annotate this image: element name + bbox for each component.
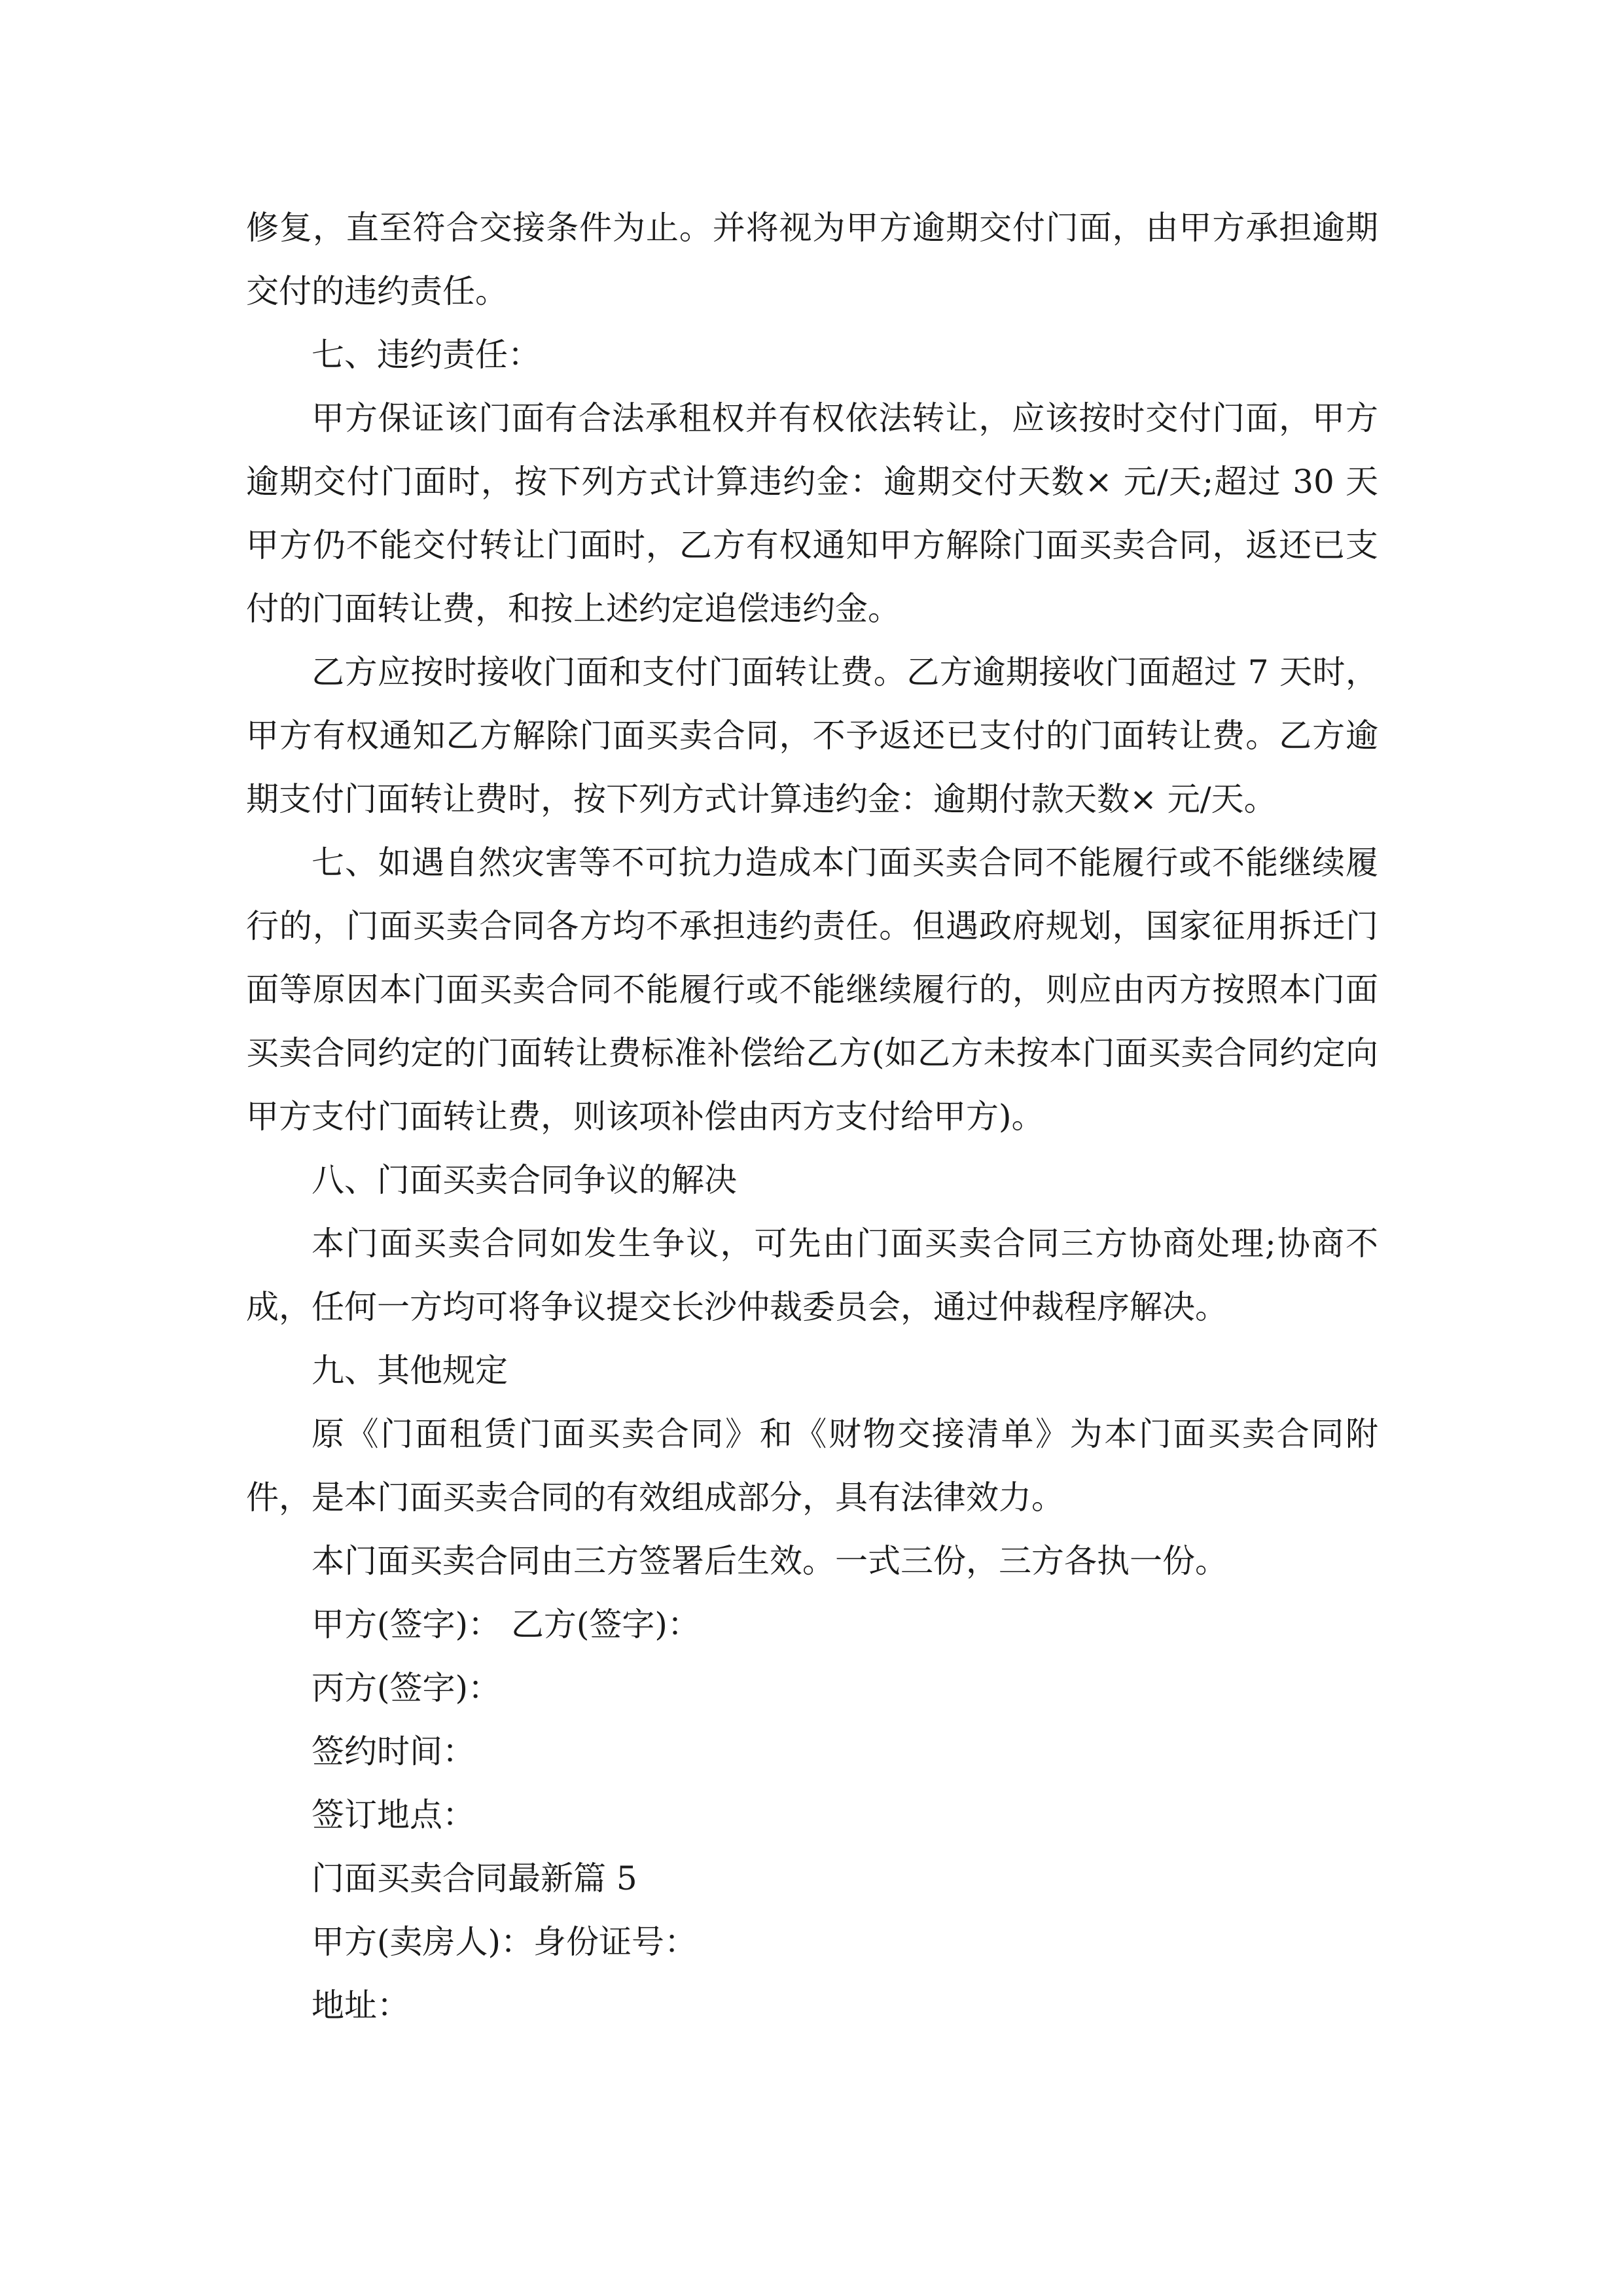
document-body <box>246 196 1378 2037</box>
signing-place-label: 签订地点： <box>312 1796 475 1834</box>
section-heading-other: 九、其他规定 <box>312 1352 508 1390</box>
paragraph-attachments: 原《门面租赁门面买卖合同》和《财物交接清单》为本门面买卖合同附件，是本门面买卖合同的有效组成部分，具有法律效力。 <box>246 1415 1378 1516</box>
address-label: 地址： <box>312 1986 410 2024</box>
signature-party-c: 丙方(签字)： <box>312 1669 501 1707</box>
party-a-seller-label: 甲方(卖房人)：身份证号： <box>312 1923 698 1961</box>
paragraph-party-a-liability: 甲方保证该门面有合法承租权并有权依法转让，应该按时交付门面，甲方逾期交付门面时，按下列方式计算违约金：逾期交付天数× 元/天;超过 30 天甲方仍不能交付转让门面时，乙方有权通知甲方解除门面买卖合同，返还已支付的门面转让费，和按上述约定追偿违约金。 <box>246 399 1378 628</box>
signature-party-a-b: 甲方(签字)： 乙方(签字)： <box>312 1605 700 1643</box>
signing-date-label: 签约时间： <box>312 1732 475 1770</box>
section-heading-dispute: 八、门面买卖合同争议的解决 <box>312 1161 737 1199</box>
next-contract-title: 门面买卖合同最新篇 5 <box>312 1859 637 1897</box>
paragraph-effective: 本门面买卖合同由三方签署后生效。一式三份，三方各执一份。 <box>312 1542 1228 1580</box>
section-heading-breach: 七、违约责任： <box>312 336 541 374</box>
paragraph-dispute-resolution: 本门面买卖合同如发生争议，可先由门面买卖合同三方协商处理;协商不成，任何一方均可将争议提交长沙仲裁委员会，通过仲裁程序解决。 <box>246 1225 1378 1326</box>
paragraph-force-majeure: 七、如遇自然灾害等不可抗力造成本门面买卖合同不能履行或不能继续履行的，门面买卖合同各方均不承担违约责任。但遇政府规划，国家征用拆迁门面等原因本门面买卖合同不能履行或不能继续履行的，则应由丙方按照本门面买卖合同约定的门面转让费标准补偿给乙方(如乙方未按本门面买卖合同约定向甲方支付门面转让费，则该项补偿由丙方支付给甲方)。 <box>246 844 1378 1136</box>
paragraph-continuation: 修复，直至符合交接条件为止。并将视为甲方逾期交付门面，由甲方承担逾期交付的违约责任。 <box>246 209 1378 310</box>
paragraph-party-b-liability: 乙方应按时接收门面和支付门面转让费。乙方逾期接收门面超过 7 天时，甲方有权通知乙方解除门面买卖合同，不予返还已支付的门面转让费。乙方逾期支付门面转让费时，按下列方式计算违约金：逾期付款天数× 元/天。 <box>246 653 1378 818</box>
